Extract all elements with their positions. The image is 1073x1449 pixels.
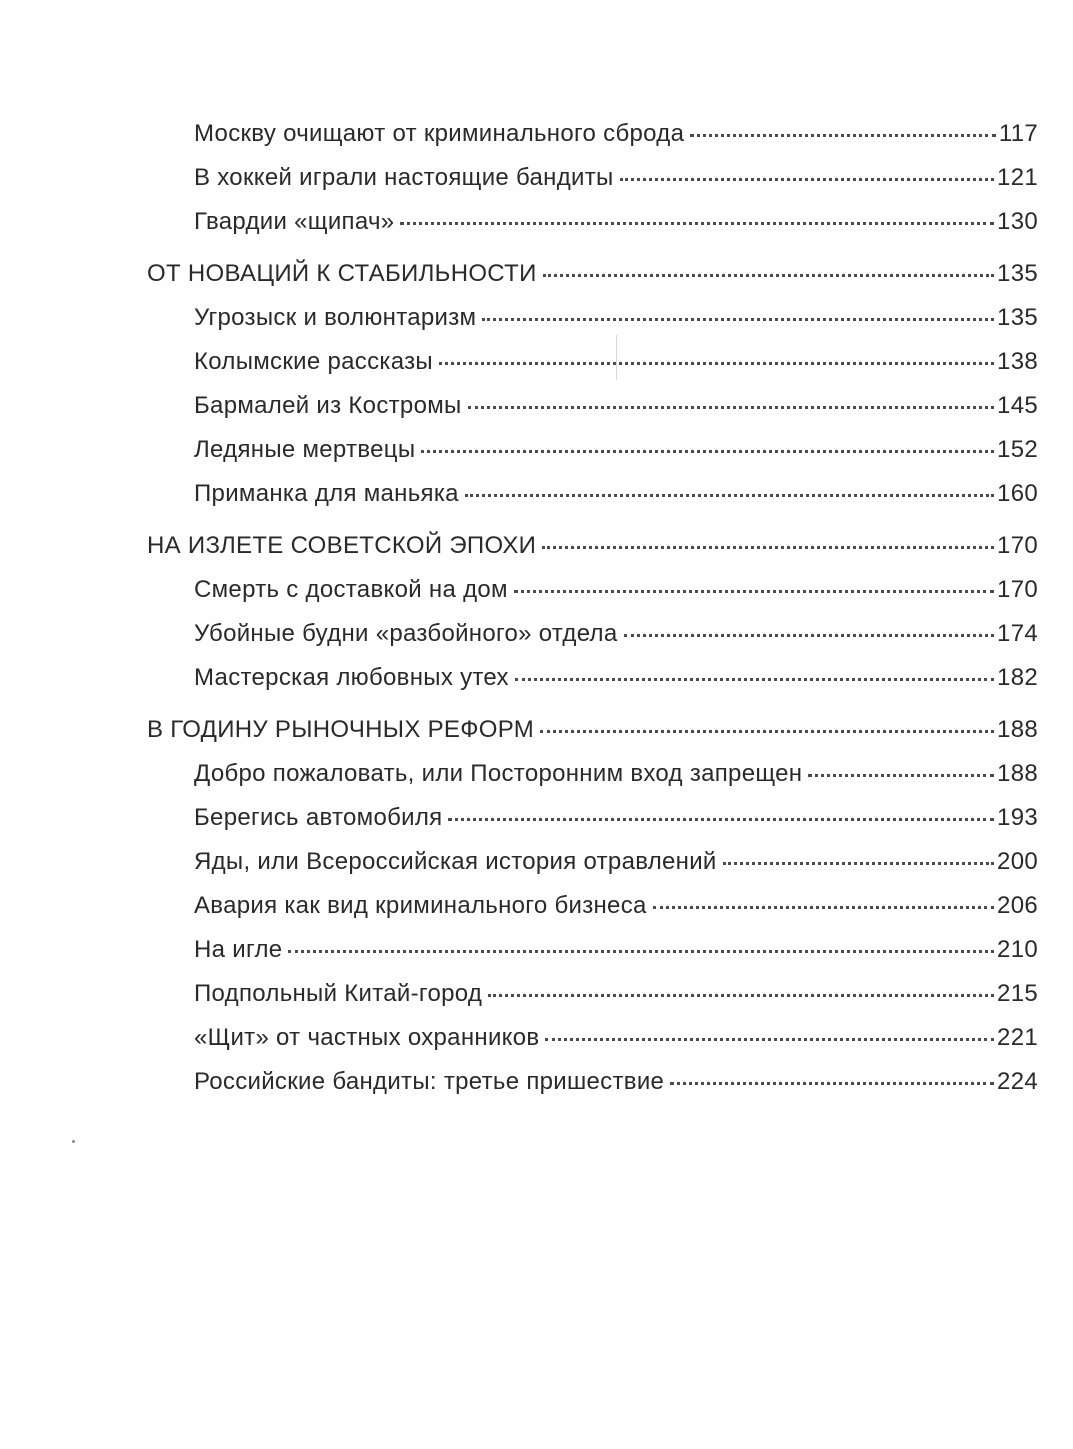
toc-entry-title: В хоккей играли настоящие бандиты [194,164,614,191]
toc-entry [194,928,1038,972]
toc-entry [194,1016,1038,1060]
dot-leader [439,338,994,365]
dot-leader [543,250,994,277]
toc-entry [194,200,1038,244]
toc-entry-title: Бармалей из Костромы [194,392,462,419]
toc-chapter-heading [147,252,1038,296]
toc-entry-page: 193 [997,804,1038,831]
toc-entry [194,384,1038,428]
toc-entry [194,472,1038,516]
toc-entry-page: 174 [997,620,1038,647]
dot-leader [690,110,996,137]
dot-leader [723,838,994,865]
toc-entry-title: Мастерская любовных утех [194,664,509,691]
dot-leader [468,382,994,409]
scan-speck [72,1140,75,1143]
toc-entry-page: 200 [997,848,1038,875]
toc-entry-page: 130 [997,208,1038,235]
toc-entry-title: Добро пожаловать, или Посторонним вход запрещен [194,760,803,787]
toc-entry [194,796,1038,840]
toc-entry-title: Подпольный Китай-город [194,980,483,1007]
toc-entry-title: Москву очищают от криминального сброда [194,120,685,147]
toc-entry-title: Берегись автомобиля [194,804,443,831]
toc-entry-page: 221 [997,1024,1038,1051]
toc-entry [194,612,1038,656]
toc-entry [194,1060,1038,1104]
toc-entry-page: 145 [997,392,1038,419]
toc-entry-title: Приманка для маньяка [194,480,459,507]
toc-chapter-heading [147,524,1038,568]
toc-entry-title: Российские бандиты: третье пришествие [194,1068,665,1095]
toc-chapter-title: ОТ НОВАЦИЙ К СТАБИЛЬНОСТИ [147,260,537,287]
toc-entry [194,972,1038,1016]
toc-entry-title: Колымские рассказы [194,348,433,375]
toc-chapter-page: 188 [997,716,1038,743]
toc-chapter-title: НА ИЗЛЕТЕ СОВЕТСКОЙ ЭПОХИ [147,532,537,559]
toc-chapter-heading [147,708,1038,752]
toc-entry-page: 160 [997,480,1038,507]
toc-entry-title: Убойные будни «разбойного» отдела [194,620,618,647]
toc-entry-title: На игле [194,936,283,963]
toc-entry [194,568,1038,612]
toc-entry-page: 182 [997,664,1038,691]
toc-chapter-title: В ГОДИНУ РЫНОЧНЫХ РЕФОРМ [147,716,535,743]
toc-entry-page: 210 [997,936,1038,963]
scan-crease-mark [616,335,617,380]
toc-entry-page: 121 [997,164,1038,191]
dot-leader [514,566,994,593]
toc-entry-page: 188 [997,760,1038,787]
toc-entry-page: 138 [997,348,1038,375]
toc-chapter-page: 170 [997,532,1038,559]
toc-entry [194,156,1038,200]
toc-entry-title: Гвардии «щипач» [194,208,395,235]
toc-entry-page: 117 [998,120,1038,147]
table-of-contents [0,112,1073,1104]
toc-entry-page: 215 [997,980,1038,1007]
toc-chapter-page: 135 [997,260,1038,287]
toc-entry [194,112,1038,156]
toc-entry-page: 170 [997,576,1038,603]
dot-leader [624,610,995,637]
dot-leader [421,426,994,453]
toc-entry [194,296,1038,340]
toc-entry [194,840,1038,884]
dot-leader [448,794,994,821]
dot-leader [653,882,994,909]
dot-leader [488,970,994,997]
dot-leader [545,1014,994,1041]
toc-entry-title: Авария как вид криминального бизнеса [194,892,647,919]
toc-entry-title: Ледяные мертвецы [194,436,416,463]
dot-leader [620,154,994,181]
dot-leader [540,706,994,733]
dot-leader [465,470,994,497]
toc-entry-title: Яды, или Всероссийская история отравлений [194,848,717,875]
toc-entry-page: 224 [997,1068,1038,1095]
toc-entry-title: Смерть с доставкой на дом [194,576,508,603]
dot-leader [482,294,994,321]
toc-entry-page: 206 [997,892,1038,919]
dot-leader [670,1058,994,1085]
dot-leader [542,522,994,549]
dot-leader [515,654,994,681]
dot-leader [808,750,994,777]
toc-entry-title: Угрозыск и волюнтаризм [194,304,477,331]
toc-entry-title: «Щит» от частных охранников [194,1024,540,1051]
toc-entry [194,656,1038,700]
toc-entry-page: 152 [997,436,1038,463]
dot-leader [288,926,994,953]
toc-entry [194,428,1038,472]
toc-entry [194,884,1038,928]
toc-entry [194,752,1038,796]
dot-leader [400,198,994,225]
toc-entry-page: 135 [997,304,1038,331]
